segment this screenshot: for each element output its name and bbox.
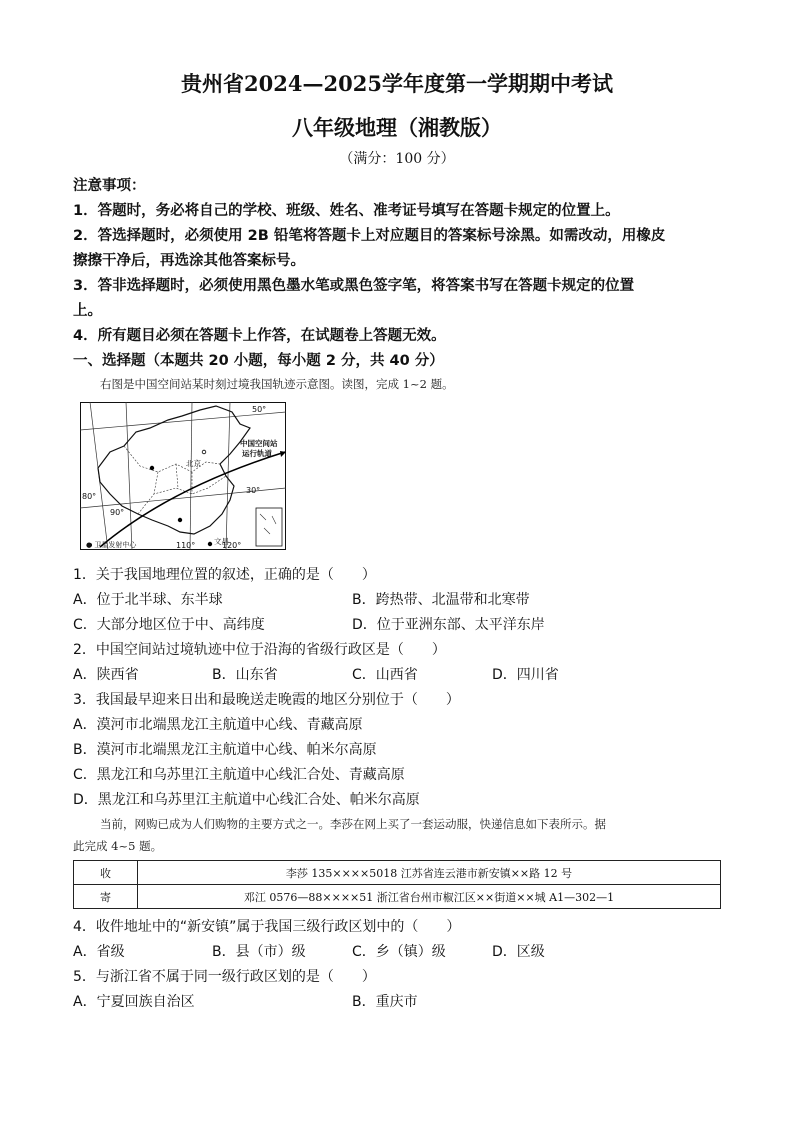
notice-line-2b: 擦擦干净后，再选涂其他答案标号。 — [73, 253, 305, 269]
table-row — [74, 885, 721, 909]
label-lat-50: 50° — [252, 405, 267, 414]
q4-option-c: C．乡（镇）级 — [352, 944, 446, 960]
label-orbit-1: 中国空间站 — [240, 439, 278, 448]
q4-option-b: B．县（市）级 — [212, 944, 306, 960]
q5-option-b: B．重庆市 — [352, 994, 418, 1010]
label-lon-110: 110° — [176, 541, 196, 550]
q2-option-c: C．山西省 — [352, 667, 418, 683]
launch-center-dot-icon — [208, 542, 212, 546]
q3-option-b: B．漠河市北端黑龙江主航道中心线、帕米尔高原 — [73, 742, 377, 758]
q1-stem: 1．关于我国地理位置的叙述，正确的是（ ） — [73, 567, 376, 583]
label-beijing: 北京 — [186, 459, 201, 468]
label-lon-80: 80° — [82, 492, 97, 501]
map-graphic — [80, 402, 286, 550]
notice-line-1: 1．答题时，务必将自己的学校、班级、姓名、准考证号填写在答题卡规定的位置上。 — [73, 203, 620, 219]
label-lon-90: 90° — [110, 508, 125, 517]
notice-line-3a: 3．答非选择题时，必须使用黑色墨水笔或黑色签字笔，将答案书写在答题卡规定的位置 — [73, 278, 635, 294]
q1-option-a: A．位于北半球、东半球 — [73, 592, 223, 608]
q3-option-c: C．黑龙江和乌苏里江主航道中心线汇合处、青藏高原 — [73, 767, 405, 783]
passage-2-line-1: 当前，网购已成为人们购物的主要方式之一。李莎在网上买了一套运动服，快递信息如下表所示。据 — [100, 817, 606, 831]
beijing-marker-icon — [202, 450, 206, 454]
q5-option-a: A．宁夏回族自治区 — [73, 994, 195, 1010]
full-score: （满分：100 分） — [339, 151, 455, 167]
launch-center-dot-icon — [178, 518, 182, 522]
q5-stem: 5．与浙江省不属于同一级行政区划的是（ ） — [73, 969, 376, 985]
launch-center-dot-icon — [150, 466, 154, 470]
section-heading: 一、选择题（本题共 20 小题，每小题 2 分，共 40 分） — [73, 353, 444, 369]
q1-option-c: C．大部分地区位于中、高纬度 — [73, 617, 265, 633]
exam-subtitle: 八年级地理（湘教版） — [292, 115, 502, 140]
q2-option-a: A．陕西省 — [73, 667, 139, 683]
shipping-info-table — [73, 860, 721, 909]
table-row — [74, 861, 721, 885]
label-orbit-2: 运行轨道 — [242, 449, 272, 458]
label-lon-120: 120° — [222, 541, 242, 550]
notice-heading: 注意事项： — [73, 178, 146, 194]
notice-line-3b: 上。 — [73, 303, 102, 319]
q4-option-a: A．省级 — [73, 944, 125, 960]
q4-option-d: D．区级 — [492, 944, 545, 960]
notice-line-2a: 2．答选择题时，必须使用 2B 铅笔将答题卡上对应题目的答案标号涂黑。如需改动，用橡皮 — [73, 228, 666, 244]
map-intro: 右图是中国空间站某时刻过境我国轨迹示意图。读图，完成 1~2 题。 — [100, 377, 454, 391]
sender-key: 寄 — [74, 885, 138, 909]
q2-stem: 2．中国空间站过境轨迹中位于沿海的省级行政区是（ ） — [73, 642, 446, 658]
q3-option-a: A．漠河市北端黑龙江主航道中心线、青藏高原 — [73, 717, 363, 733]
legend-launch-center: ● 卫星发射中心 — [86, 541, 137, 549]
label-lat-30: 30° — [246, 486, 261, 495]
q3-option-d: D．黑龙江和乌苏里江主航道中心线汇合处、帕米尔高原 — [73, 792, 420, 808]
q4-stem: 4．收件地址中的“新安镇”属于我国三级行政区划中的（ ） — [73, 919, 461, 935]
sender-value: 邓江 0576—88××××51 浙江省台州市椒江区××街道××城 A1—302—1 — [138, 885, 721, 909]
q1-option-b: B．跨热带、北温带和北寒带 — [352, 592, 530, 608]
exam-title: 贵州省2024—2025学年度第一学期期中考试 — [181, 71, 613, 96]
recipient-value: 李莎 135××××5018 江苏省连云港市新安镇××路 12 号 — [138, 861, 721, 885]
q2-option-b: B．山东省 — [212, 667, 278, 683]
recipient-key: 收 — [74, 861, 138, 885]
q2-option-d: D．四川省 — [492, 667, 559, 683]
q1-option-d: D．位于亚洲东部、太平洋东岸 — [352, 617, 545, 633]
china-space-station-map — [80, 402, 286, 550]
notice-line-4: 4．所有题目必须在答题卡上作答，在试题卷上答题无效。 — [73, 328, 446, 344]
q3-stem: 3．我国最早迎来日出和最晚送走晚霞的地区分别位于（ ） — [73, 692, 460, 708]
label-wenchang: 文昌 — [214, 537, 229, 546]
passage-2-line-2: 此完成 4~5 题。 — [73, 839, 163, 853]
